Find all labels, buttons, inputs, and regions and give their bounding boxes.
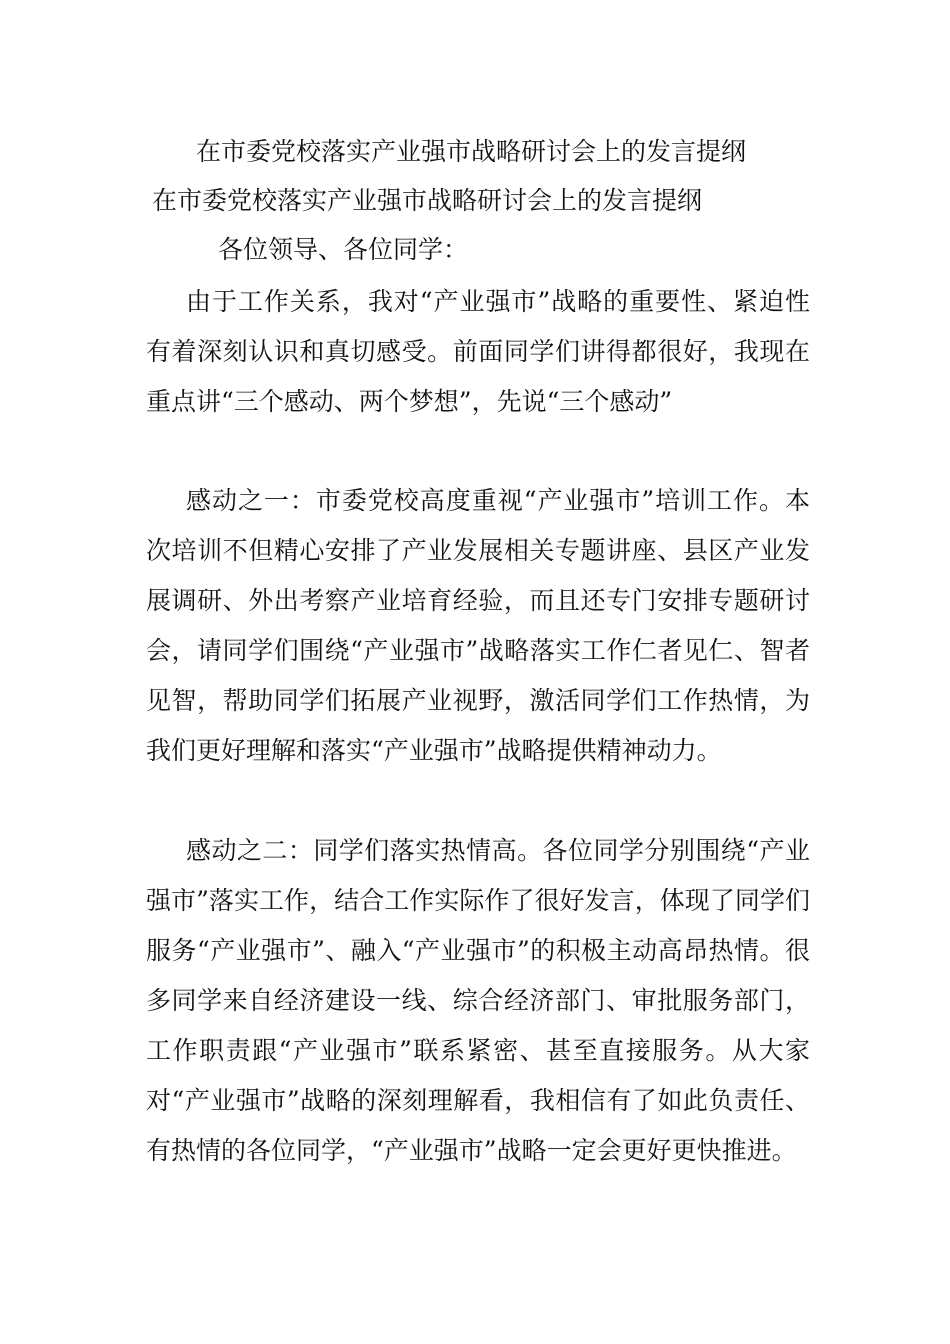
document-title-repeat: 在市委党校落实产业强市战略研讨会上的发言提纲 <box>152 186 703 215</box>
paragraph-moved-two: 感动之二：同学们落实热情高。各位同学分别围绕“产业强市”落实工作，结合工作实际作了很好发言，体现了同学们服务“产业强市”、融入“产业强市”的积极主动高昂热情。很多同学来自经济建设一线、综合经济部门、审批服务部门，工作职责跟“产业强市”联系紧密、甚至直接服务。从大家对“产业强市”战略的深刻理解看，我相信有了如此负责任、有热情的各位同学，“产业强市”战略一定会更好更快推进。 <box>146 836 810 1165</box>
salutation: 各位领导、各位同学： <box>218 235 469 264</box>
paragraph-moved-one: 感动之一：市委党校高度重视“产业强市”培训工作。本次培训不但精心安排了产业发展相关专题讲座、县区产业发展调研、外出考察产业培育经验，而且还专门安排专题研讨会，请同学们围绕“产业强市”战略落实工作仁者见仁、智者见智，帮助同学们拓展产业视野，激活同学们工作热情，为我们更好理解和落实“产业强市”战略提供精神动力。 <box>146 486 810 765</box>
document-title: 在市委党校落实产业强市战略研讨会上的发言提纲 <box>196 137 747 166</box>
paragraph-intro: 由于工作关系，我对“产业强市”战略的重要性、紧迫性有着深刻认识和真切感受。前面同学们讲得都很好，我现在重点讲“三个感动、两个梦想”，先说“三个感动” <box>146 287 810 416</box>
